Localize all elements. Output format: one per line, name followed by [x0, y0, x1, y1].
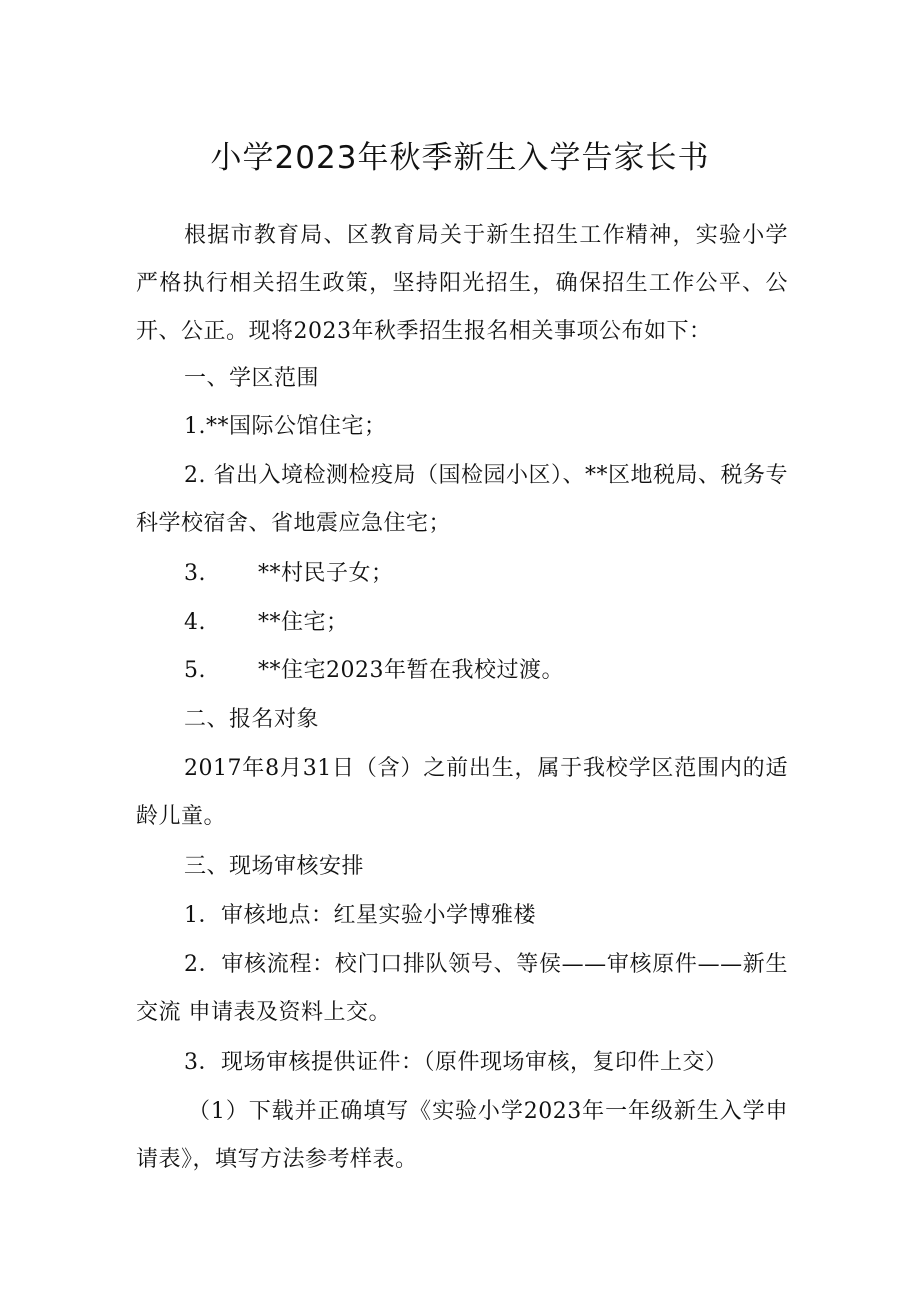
review-item-2: 2．审核流程：校门口排队领号、等侯——审核原件——新生交流 申请表及资料上交。: [136, 952, 788, 1025]
district-item-3: [184, 550, 394, 598]
section-heading-eligibility: 二、报名对象: [184, 707, 320, 732]
district-item-4-text: **住宅；: [258, 610, 349, 635]
review-subitem-1: （1）下载并正确填写《实验小学2023年一年级新生入学申请表》，填写方法参考样表。: [136, 1099, 788, 1172]
eligibility-paragraph: 2017年8月31日（含）之前出生，属于我校学区范围内的适龄儿童。: [136, 756, 788, 829]
district-item-5-text: **住宅2023年暂在我校过渡。: [258, 658, 564, 683]
district-item-3-text: **村民子女；: [258, 561, 394, 586]
review-item-3: 3．现场审核提供证件：（原件现场审核，复印件上交）: [184, 1050, 728, 1075]
district-item-3-number: 3.: [184, 561, 206, 586]
district-item-1: 1.**国际公馆住宅；: [184, 414, 387, 439]
review-item-1: 1．审核地点：红星实验小学博雅楼: [184, 903, 536, 928]
district-item-5-number: 5.: [184, 658, 206, 683]
district-item-2: 2. 省出入境检测检疫局（国检园小区）、**区地税局、税务专科学校宿舍、省地震应急住宅；: [136, 463, 788, 536]
document-title: 小学2023年秋季新生入学告家长书: [210, 140, 710, 176]
section-heading-district: 一、学区范围: [184, 366, 320, 391]
district-item-4: [184, 599, 349, 647]
district-item-5: [184, 647, 564, 695]
section-heading-review: 三、现场审核安排: [184, 854, 365, 879]
intro-paragraph: 根据市教育局、区教育局关于新生招生工作精神，实验小学严格执行相关招生政策，坚持阳光招生，确保招生工作公平、公开、公正。现将2023年秋季招生报名相关事项公布如下：: [136, 223, 788, 344]
district-item-4-number: 4.: [184, 610, 206, 635]
